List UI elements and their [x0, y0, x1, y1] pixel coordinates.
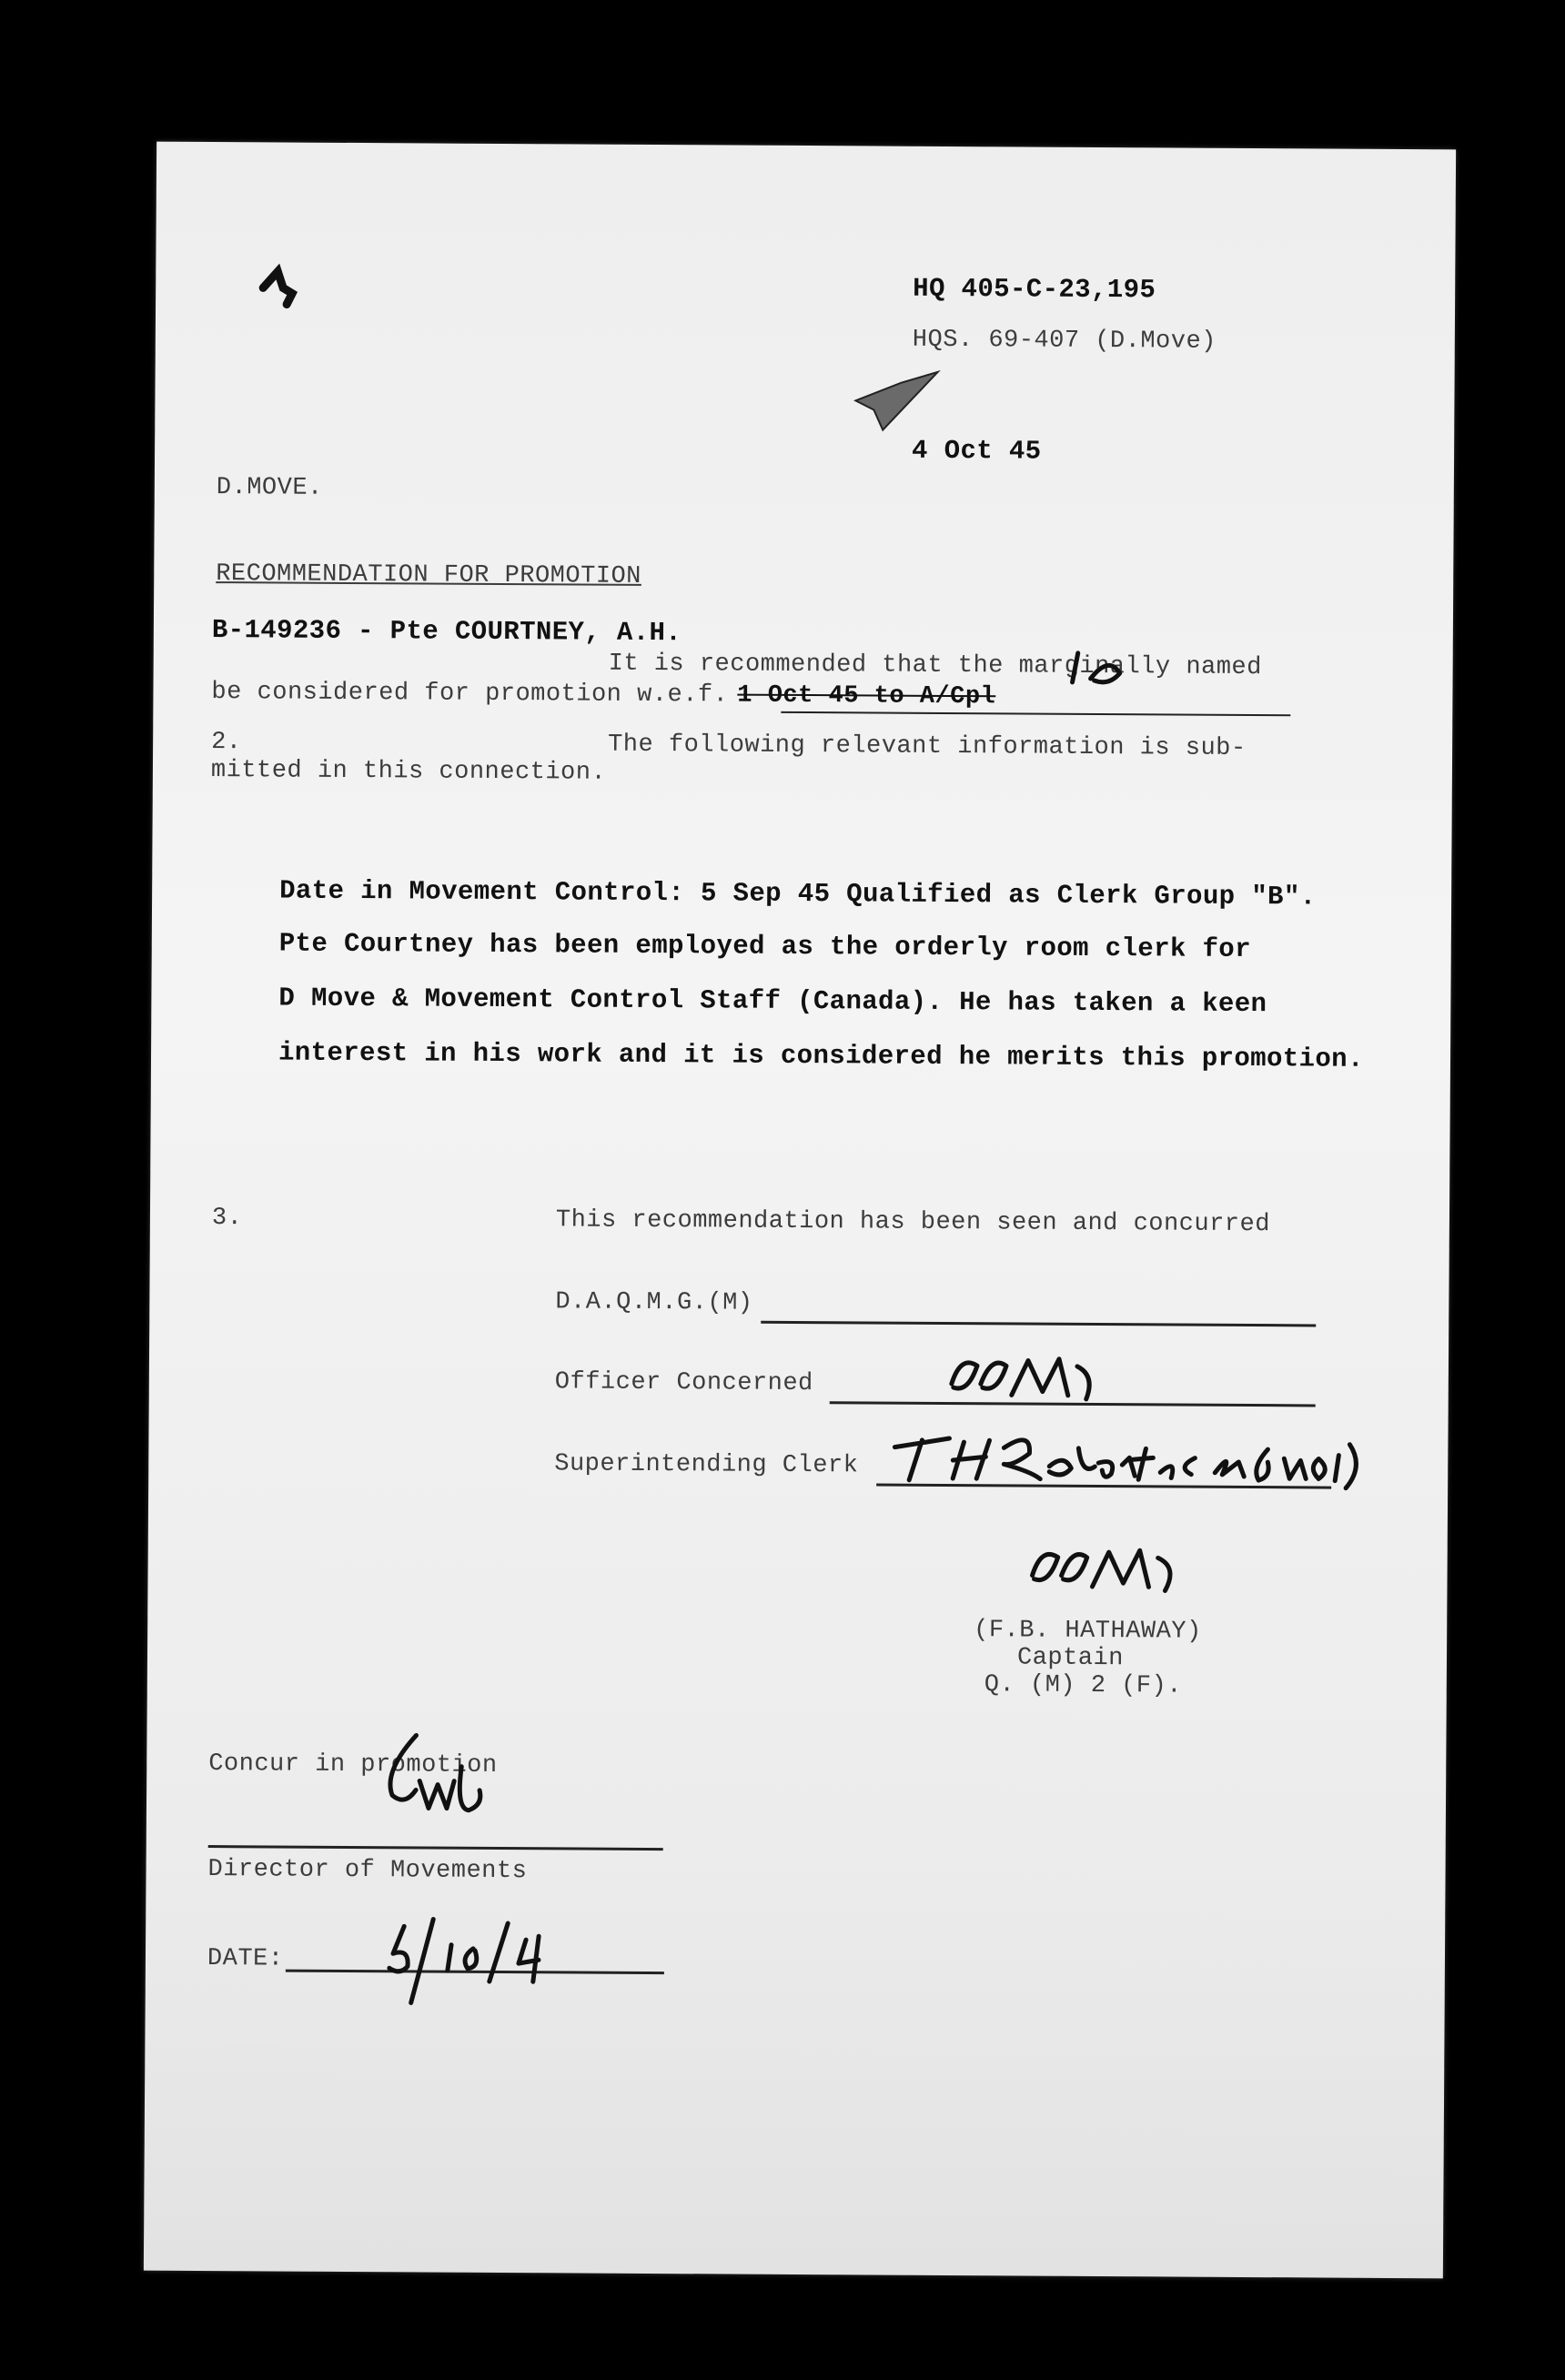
info-line-2: Pte Courtney has been employed as the orderly room clerk for: [278, 928, 1252, 965]
officer-label: Officer Concerned: [554, 1368, 813, 1398]
para2-number: 2.: [211, 729, 242, 757]
ref-hq: HQ 405-C-23,195: [913, 273, 1156, 306]
director-initials: [374, 1726, 502, 1827]
clerk-label: Superintending Clerk: [554, 1450, 859, 1480]
signatory-rank: Captain: [1016, 1644, 1125, 1673]
signatory-name: (F.B. HATHAWAY): [974, 1617, 1202, 1646]
ink-blot: [846, 364, 946, 438]
corner-mark: [256, 260, 310, 315]
signatory-unit: Q. (M) 2 (F).: [984, 1671, 1183, 1700]
subject-heading: RECOMMENDATION FOR PROMOTION: [216, 560, 642, 590]
info-line-3: D Move & Movement Control Staff (Canada). He has taken a keen: [278, 983, 1267, 1020]
para2-line1: The following relevant information is sub-: [608, 731, 1247, 762]
director-line: [208, 1845, 663, 1851]
document-date: 4 Oct 45: [912, 435, 1042, 467]
addressee: D.MOVE.: [216, 474, 323, 502]
ref-hqs: HQS. 69-407 (D.Move): [912, 326, 1217, 356]
wef-underline: [781, 711, 1290, 716]
wef-value: 1 Oct 45 to A/Cpl: [737, 681, 996, 711]
concur-label: Concur in promotion: [208, 1750, 498, 1780]
clerk-signature: [876, 1420, 1386, 1496]
signatory-initials: [1021, 1538, 1185, 1603]
para1-line1: It is recommended that the marginally named: [608, 650, 1262, 682]
document-page: [144, 142, 1456, 2279]
person-line: B-149236 - Pte COURTNEY, A.H.: [211, 615, 682, 649]
date-handwritten: [373, 1908, 592, 2009]
daqmg-label: D.A.Q.M.G.(M): [555, 1288, 753, 1317]
info-line-4: interest in his work and it is considered he merits this promotion.: [278, 1037, 1364, 1074]
daqmg-line: [761, 1321, 1316, 1327]
para1-prefix: be considered for promotion w.e.f.: [211, 679, 729, 710]
officer-initials: [941, 1347, 1114, 1412]
para1-line2: [211, 679, 995, 711]
para3-text: This recommendation has been seen and concurred: [555, 1206, 1271, 1239]
date-label: DATE:: [207, 1945, 284, 1973]
para3-number: 3.: [211, 1205, 243, 1233]
handwritten-correction: [1063, 646, 1136, 691]
info-line-1: Date in Movement Control: 5 Sep 45 Qualified as Clerk Group "B".: [279, 875, 1317, 913]
para2-line2: mitted in this connection.: [210, 757, 607, 787]
director-title: Director of Movements: [207, 1856, 528, 1886]
